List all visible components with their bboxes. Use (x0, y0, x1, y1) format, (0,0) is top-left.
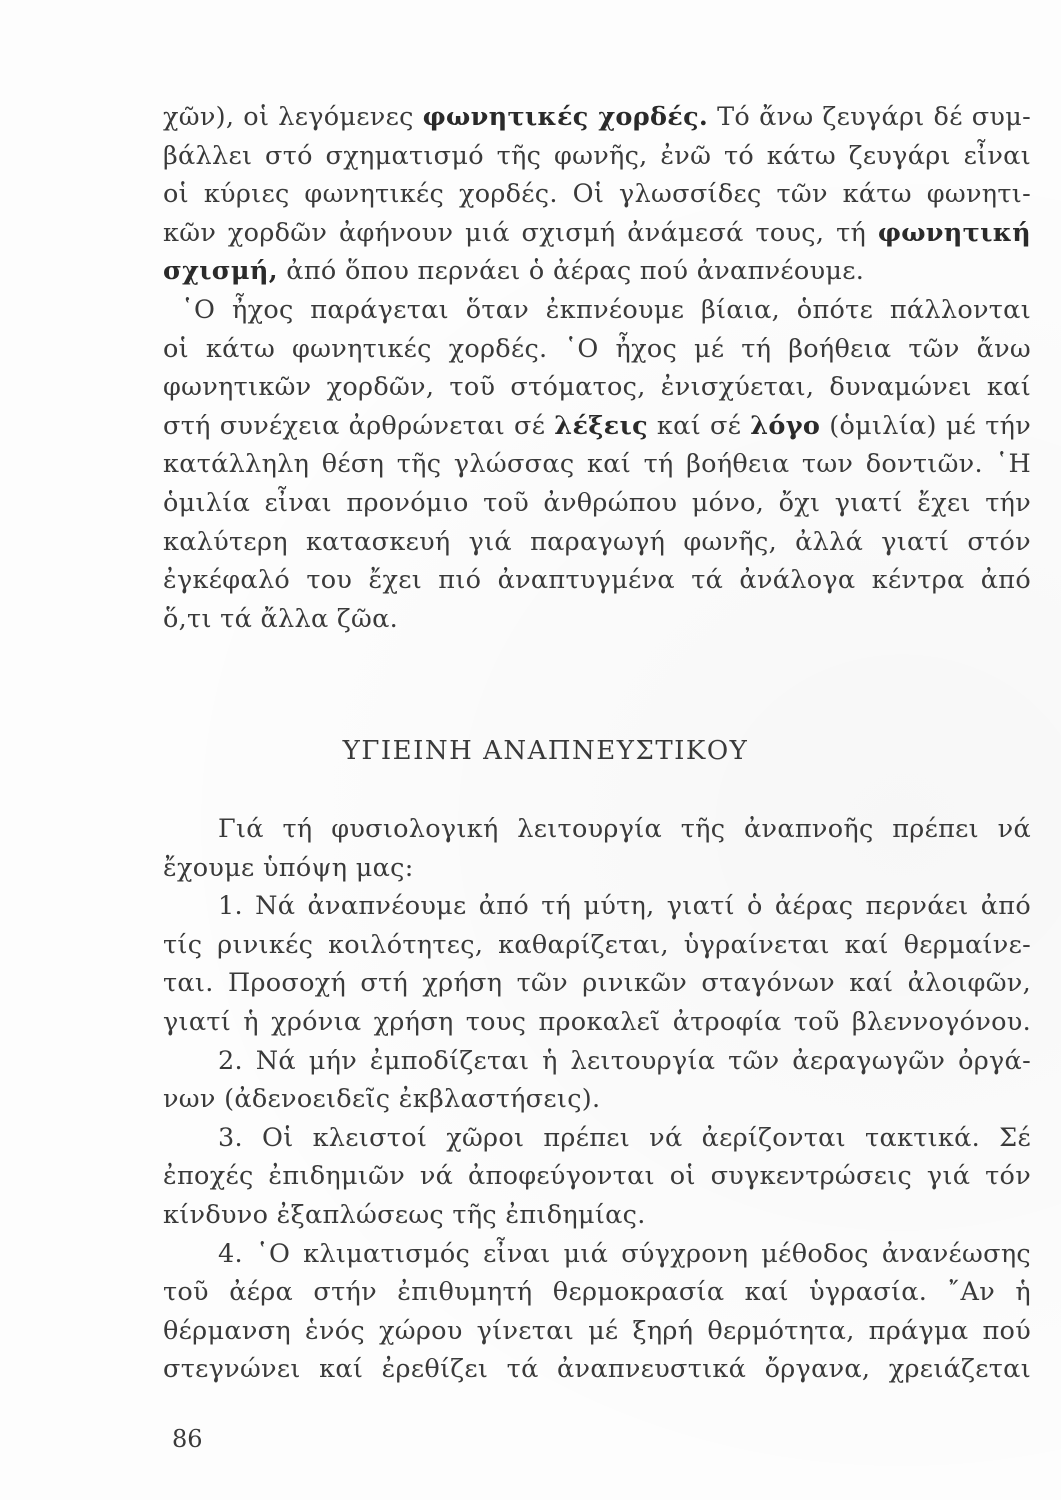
list-item-line: ἐποχές ἐπιδημιῶν νά ἀποφεύγονται οἱ συγκεντρώσεις γιά τόν (163, 1161, 1031, 1192)
list-item-line: κίνδυνο ἐξαπλώσεως τῆς ἐπιδημίας. (163, 1199, 646, 1230)
list-item-line: γιατί ἡ χρόνια χρήση τους προκαλεῖ ἀτροφία τοῦ βλεννογόνου. (163, 1006, 1031, 1037)
text-line: σχισμή, ἀπό ὅπου περνάει ὁ ἀέρας πού ἀναπνέουμε. (163, 256, 865, 287)
text-line: ὁμιλία εἶναι προνόμιο τοῦ ἀνθρώπου μόνο, ὄχι γιατί ἔχει τήν (163, 487, 1031, 518)
list-item-line: θέρμανση ἑνός χώρου γίνεται μέ ξηρή θερμότητα, πράγμα πού (163, 1315, 1031, 1346)
text-line: καλύτερη κατασκευή γιά παραγωγή φωνῆς, ἀλλά γιατί στόν (163, 526, 1031, 557)
text-line: ἐγκέφαλό του ἔχει πιό ἀναπτυγμένα τά ἀνάλογα κέντρα ἀπό (163, 565, 1031, 596)
list-item-line: 1. Νά ἀναπνέουμε ἀπό τή μύτη, γιατί ὁ ἀέρας περνάει ἀπό (218, 891, 1031, 922)
text-line: κατάλληλη θέση τῆς γλώσσας καί τή βοήθεια των δοντιῶν. ῾Η (163, 449, 1031, 480)
text-line: οἱ κύριες φωνητικές χορδές. Οἱ γλωσσίδες τῶν κάτω φωνητι- (163, 179, 1031, 210)
bold-term: λόγο (750, 410, 821, 441)
text-line: Γιά τή φυσιολογική λειτουργία τῆς ἀναπνοῆς πρέπει νά (218, 814, 1031, 844)
section-heading: ΥΓΙΕΙΝΗ ΑΝΑΠΝΕΥΣΤΙΚΟΥ (342, 736, 749, 766)
bold-term: λέξεις (554, 410, 648, 441)
text-line: ὅ,τι τά ἄλλα ζῶα. (163, 603, 399, 634)
list-item-line: στεγνώνει καί ἐρεθίζει τά ἀναπνευστικά ὄργανα, χρειάζεται (163, 1354, 1031, 1385)
text-line: ἔχουμε ὑπόψη μας: (163, 852, 414, 883)
bold-term: φωνητική (877, 217, 1031, 248)
list-item-line: τίς ρινικές κοιλότητες, καθαρίζεται, ὑγραίνεται καί θερμαίνε- (163, 929, 1031, 960)
text-line: κῶν χορδῶν ἀφήνουν μιά σχισμή ἀνάμεσά τους, τή φωνητική (163, 217, 1031, 248)
list-item-line: 4. ῾Ο κλιματισμός εἶναι μιά σύγχρονη μέθοδος ἀνανέωσης (218, 1238, 1031, 1269)
text-line: βάλλει στό σχηματισμό τῆς φωνῆς, ἐνῶ τό κάτω ζευγάρι εἶναι (163, 140, 1031, 171)
list-item-line: 2. Νά μήν ἐμποδίζεται ἡ λειτουργία τῶν ἀεραγωγῶν ὀργά- (218, 1045, 1031, 1076)
body-text-top (163, 98, 1031, 638)
list-item-line: ται. Προσοχή στή χρήση τῶν ρινικῶν σταγόνων καί ἀλοιφῶν, (163, 968, 1031, 999)
page-number: 86 (172, 1425, 203, 1453)
text-line: στή συνέχεια ἀρθρώνεται σέ λέξεις καί σέ λόγο (ὁμιλία) μέ τήν (163, 410, 1031, 441)
list-item-line: τοῦ ἀέρα στήν ἐπιθυμητή θερμοκρασία καί ὑγρασία. ῎Αν ἡ (163, 1277, 1031, 1308)
list-item-line: νων (ἀδενοειδεῖς ἐκβλαστήσεις). (163, 1084, 601, 1115)
bold-term: φωνητικές χορδές. (422, 102, 709, 132)
bold-term: σχισμή, (163, 256, 278, 287)
text-line: φωνητικῶν χορδῶν, τοῦ στόματος, ἐνισχύεται, δυναμώνει καί (163, 372, 1031, 403)
text-line: οἱ κάτω φωνητικές χορδές. ῾Ο ἦχος μέ τή βοήθεια τῶν ἄνω (163, 333, 1031, 364)
body-text-bottom (163, 810, 1031, 1389)
text-line: χῶν), οἱ λεγόμενες φωνητικές χορδές. Τό ἄνω ζευγάρι δέ συμ- (163, 102, 1031, 132)
list-item-line: 3. Οἱ κλειστοί χῶροι πρέπει νά ἀερίζονται τακτικά. Σέ (218, 1122, 1031, 1153)
text-line: ῾Ο ἦχος παράγεται ὅταν ἐκπνέουμε βίαια, ὁπότε πάλλονται (181, 294, 1031, 325)
